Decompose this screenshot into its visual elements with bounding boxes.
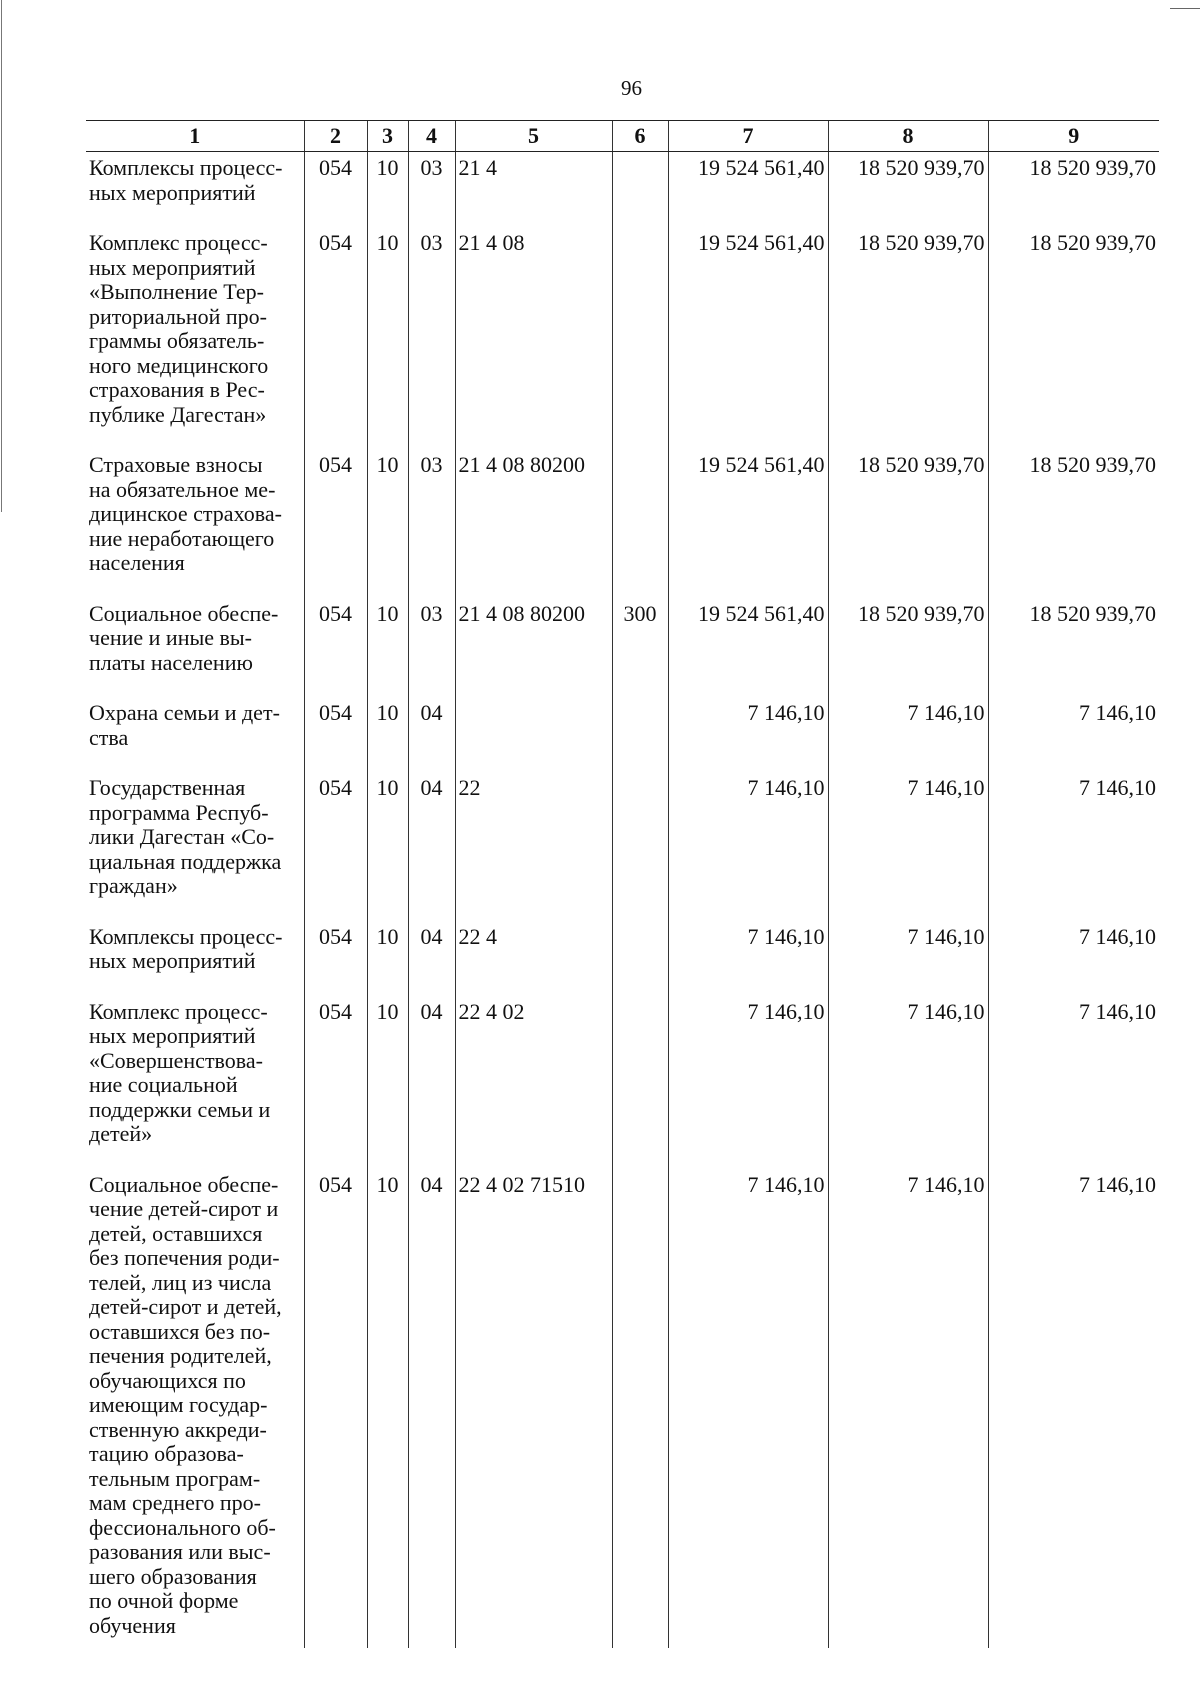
row-subsection: 04 xyxy=(408,697,455,772)
row-expense-type xyxy=(612,697,668,772)
row-section: 10 xyxy=(367,697,408,772)
row-amount-col7: 7 146,10 xyxy=(668,921,828,996)
row-target-article: 21 4 08 xyxy=(455,227,612,449)
row-amount-col9: 18 520 939,70 xyxy=(988,152,1159,228)
row-section: 10 xyxy=(367,152,408,228)
row-name: Охрана семьи и дет- ства xyxy=(89,700,280,750)
header-col-6: 6 xyxy=(612,121,668,152)
row-expense-type: 300 xyxy=(612,598,668,698)
row-amount-col9: 18 520 939,70 xyxy=(988,449,1159,598)
corner-mark xyxy=(1170,8,1200,9)
row-grbs: 054 xyxy=(304,772,367,921)
row-target-article: 22 4 xyxy=(455,921,612,996)
row-amount-col9: 7 146,10 xyxy=(988,697,1159,772)
row-subsection: 04 xyxy=(408,1169,455,1649)
header-col-3: 3 xyxy=(367,121,408,152)
row-amount-col8: 7 146,10 xyxy=(828,697,988,772)
row-grbs: 054 xyxy=(304,921,367,996)
row-amount-col8: 7 146,10 xyxy=(828,921,988,996)
budget-table xyxy=(86,120,1159,1648)
row-amount-col7: 19 524 561,40 xyxy=(668,152,828,228)
header-col-5: 5 xyxy=(455,121,612,152)
table-row xyxy=(86,449,1159,598)
row-expense-type xyxy=(612,449,668,598)
row-name: Социальное обеспе- чение и иные вы- платы населению xyxy=(89,600,279,675)
row-amount-col9: 7 146,10 xyxy=(988,772,1159,921)
row-name: Государственная программа Респуб- лики Дагестан «Со- циальная поддержка граждан» xyxy=(89,775,282,898)
row-expense-type xyxy=(612,996,668,1169)
row-section: 10 xyxy=(367,227,408,449)
row-subsection: 04 xyxy=(408,772,455,921)
row-amount-col9: 18 520 939,70 xyxy=(988,598,1159,698)
row-amount-col8: 7 146,10 xyxy=(828,1169,988,1649)
row-amount-col8: 7 146,10 xyxy=(828,772,988,921)
row-amount-col8: 18 520 939,70 xyxy=(828,449,988,598)
row-amount-col9: 18 520 939,70 xyxy=(988,227,1159,449)
row-name: Социальное обеспе- чение детей-сирот и детей, оставшихся без попечения роди- телей, лиц из числа детей-сирот и детей, оставшихся без по- печения родителей, обучающихся по имеющим государ- ственную аккреди- тацию образова- тельным програм- мам среднего про- фессионального об- разования или выс- шего образования по очной форме обучения xyxy=(89,1171,282,1638)
row-grbs: 054 xyxy=(304,1169,367,1649)
row-grbs: 054 xyxy=(304,598,367,698)
row-name: Комплексы процесс- ных мероприятий xyxy=(89,155,283,205)
row-amount-col8: 7 146,10 xyxy=(828,996,988,1169)
row-name: Комплексы процесс- ных мероприятий xyxy=(89,923,283,973)
row-amount-col7: 19 524 561,40 xyxy=(668,227,828,449)
row-section: 10 xyxy=(367,996,408,1169)
row-amount-col8: 18 520 939,70 xyxy=(828,152,988,228)
row-target-article: 22 4 02 71510 xyxy=(455,1169,612,1649)
row-grbs: 054 xyxy=(304,697,367,772)
row-target-article: 22 xyxy=(455,772,612,921)
table-row xyxy=(86,227,1159,449)
row-subsection: 03 xyxy=(408,598,455,698)
row-amount-col7: 7 146,10 xyxy=(668,1169,828,1649)
row-target-article: 22 4 02 xyxy=(455,996,612,1169)
table-row xyxy=(86,1169,1159,1649)
row-amount-col8: 18 520 939,70 xyxy=(828,598,988,698)
row-name: Комплекс процесс- ных мероприятий «Совершенствова- ние социальной поддержки семьи и детей» xyxy=(89,998,271,1146)
row-amount-col7: 7 146,10 xyxy=(668,697,828,772)
row-section: 10 xyxy=(367,449,408,598)
row-section: 10 xyxy=(367,1169,408,1649)
row-target-article: 21 4 08 80200 xyxy=(455,598,612,698)
row-grbs: 054 xyxy=(304,152,367,228)
row-grbs: 054 xyxy=(304,449,367,598)
row-grbs: 054 xyxy=(304,227,367,449)
row-amount-col7: 19 524 561,40 xyxy=(668,598,828,698)
table-row xyxy=(86,152,1159,228)
page-number: 96 xyxy=(621,76,642,100)
header-col-2: 2 xyxy=(304,121,367,152)
row-subsection: 04 xyxy=(408,996,455,1169)
row-name: Страховые взносы на обязательное ме- дицинское страхова- ние неработающего населения xyxy=(89,452,282,575)
row-subsection: 03 xyxy=(408,152,455,228)
row-expense-type xyxy=(612,227,668,449)
header-col-4: 4 xyxy=(408,121,455,152)
row-amount-col8: 18 520 939,70 xyxy=(828,227,988,449)
row-target-article: 21 4 08 80200 xyxy=(455,449,612,598)
row-amount-col9: 7 146,10 xyxy=(988,1169,1159,1649)
row-amount-col9: 7 146,10 xyxy=(988,996,1159,1169)
row-amount-col7: 7 146,10 xyxy=(668,772,828,921)
table-row xyxy=(86,772,1159,921)
row-grbs: 054 xyxy=(304,996,367,1169)
row-subsection: 04 xyxy=(408,921,455,996)
row-amount-col9: 7 146,10 xyxy=(988,921,1159,996)
header-row xyxy=(86,121,1159,152)
row-expense-type xyxy=(612,921,668,996)
row-subsection: 03 xyxy=(408,449,455,598)
row-expense-type xyxy=(612,152,668,228)
header-col-8: 8 xyxy=(828,121,988,152)
table-body xyxy=(86,152,1159,1649)
row-section: 10 xyxy=(367,772,408,921)
table-row xyxy=(86,996,1159,1169)
row-amount-col7: 7 146,10 xyxy=(668,996,828,1169)
row-expense-type xyxy=(612,1169,668,1649)
header-col-9: 9 xyxy=(988,121,1159,152)
row-subsection: 03 xyxy=(408,227,455,449)
table-row xyxy=(86,598,1159,698)
header-col-7: 7 xyxy=(668,121,828,152)
row-section: 10 xyxy=(367,921,408,996)
row-section: 10 xyxy=(367,598,408,698)
row-name: Комплекс процесс- ных мероприятий «Выполнение Тер- риториальной про- граммы обязатель- ного медицинского страхования в Рес- публике Дагестан» xyxy=(89,230,269,427)
row-expense-type xyxy=(612,772,668,921)
table-row xyxy=(86,921,1159,996)
header-col-1: 1 xyxy=(86,121,304,152)
row-target-article xyxy=(455,697,612,772)
row-target-article: 21 4 xyxy=(455,152,612,228)
row-amount-col7: 19 524 561,40 xyxy=(668,449,828,598)
table-row xyxy=(86,697,1159,772)
table-header xyxy=(86,121,1159,152)
